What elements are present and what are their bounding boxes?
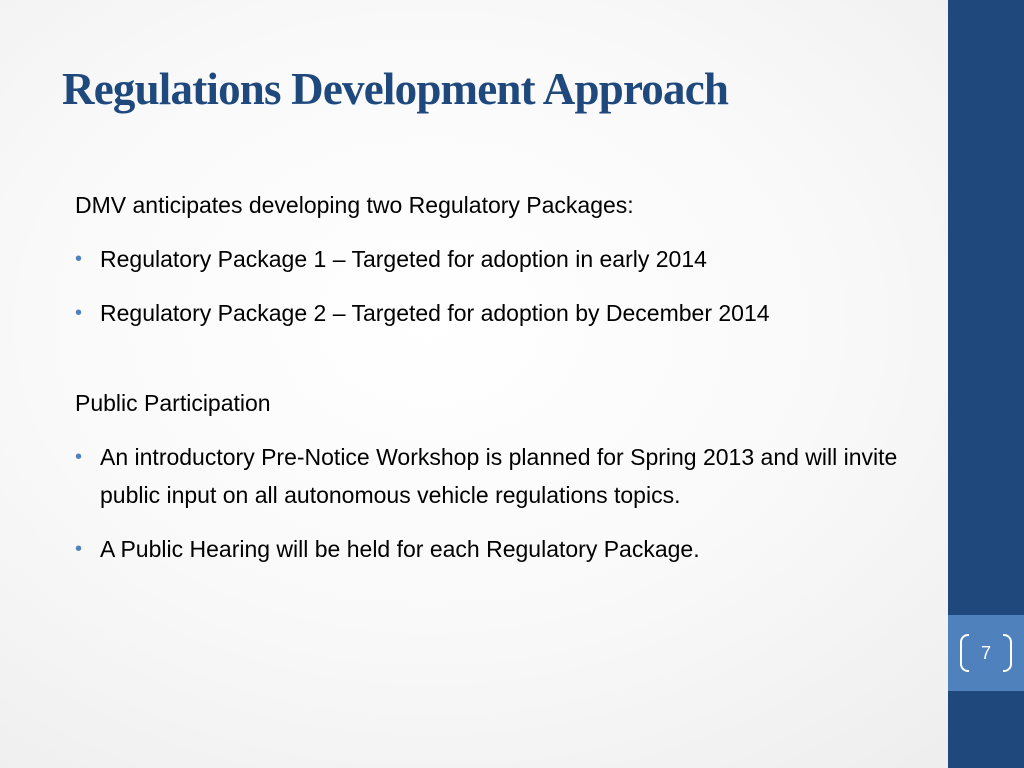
list-item-text: An introductory Pre-Notice Workshop is planned for Spring 2013 and will invite public input on all autonomous vehicle regulations topics. — [100, 444, 898, 508]
slide-body — [75, 186, 935, 568]
page-number: 7 — [980, 643, 991, 663]
bullet-icon: • — [75, 446, 83, 468]
list-item — [75, 438, 935, 514]
bullet-icon: • — [75, 302, 83, 324]
right-bracket-icon — [1003, 634, 1012, 672]
bullet-icon: • — [75, 538, 83, 560]
list-item-text: Regulatory Package 1 – Targeted for adoption in early 2014 — [100, 246, 707, 272]
list-item — [75, 294, 935, 332]
list-item-text: A Public Hearing will be held for each Regulatory Package. — [100, 536, 700, 562]
package-list — [75, 240, 935, 332]
list-item — [75, 240, 935, 278]
participation-list — [75, 438, 935, 568]
list-item — [75, 530, 935, 568]
slide-title: Regulations Development Approach — [62, 64, 729, 114]
list-item-text: Regulatory Package 2 – Targeted for adoption by December 2014 — [100, 300, 770, 326]
bullet-icon: • — [75, 248, 83, 270]
page-number-box — [948, 615, 1024, 691]
intro-text: DMV anticipates developing two Regulatory Packages: — [75, 192, 634, 218]
section-heading: Public Participation — [75, 390, 271, 416]
